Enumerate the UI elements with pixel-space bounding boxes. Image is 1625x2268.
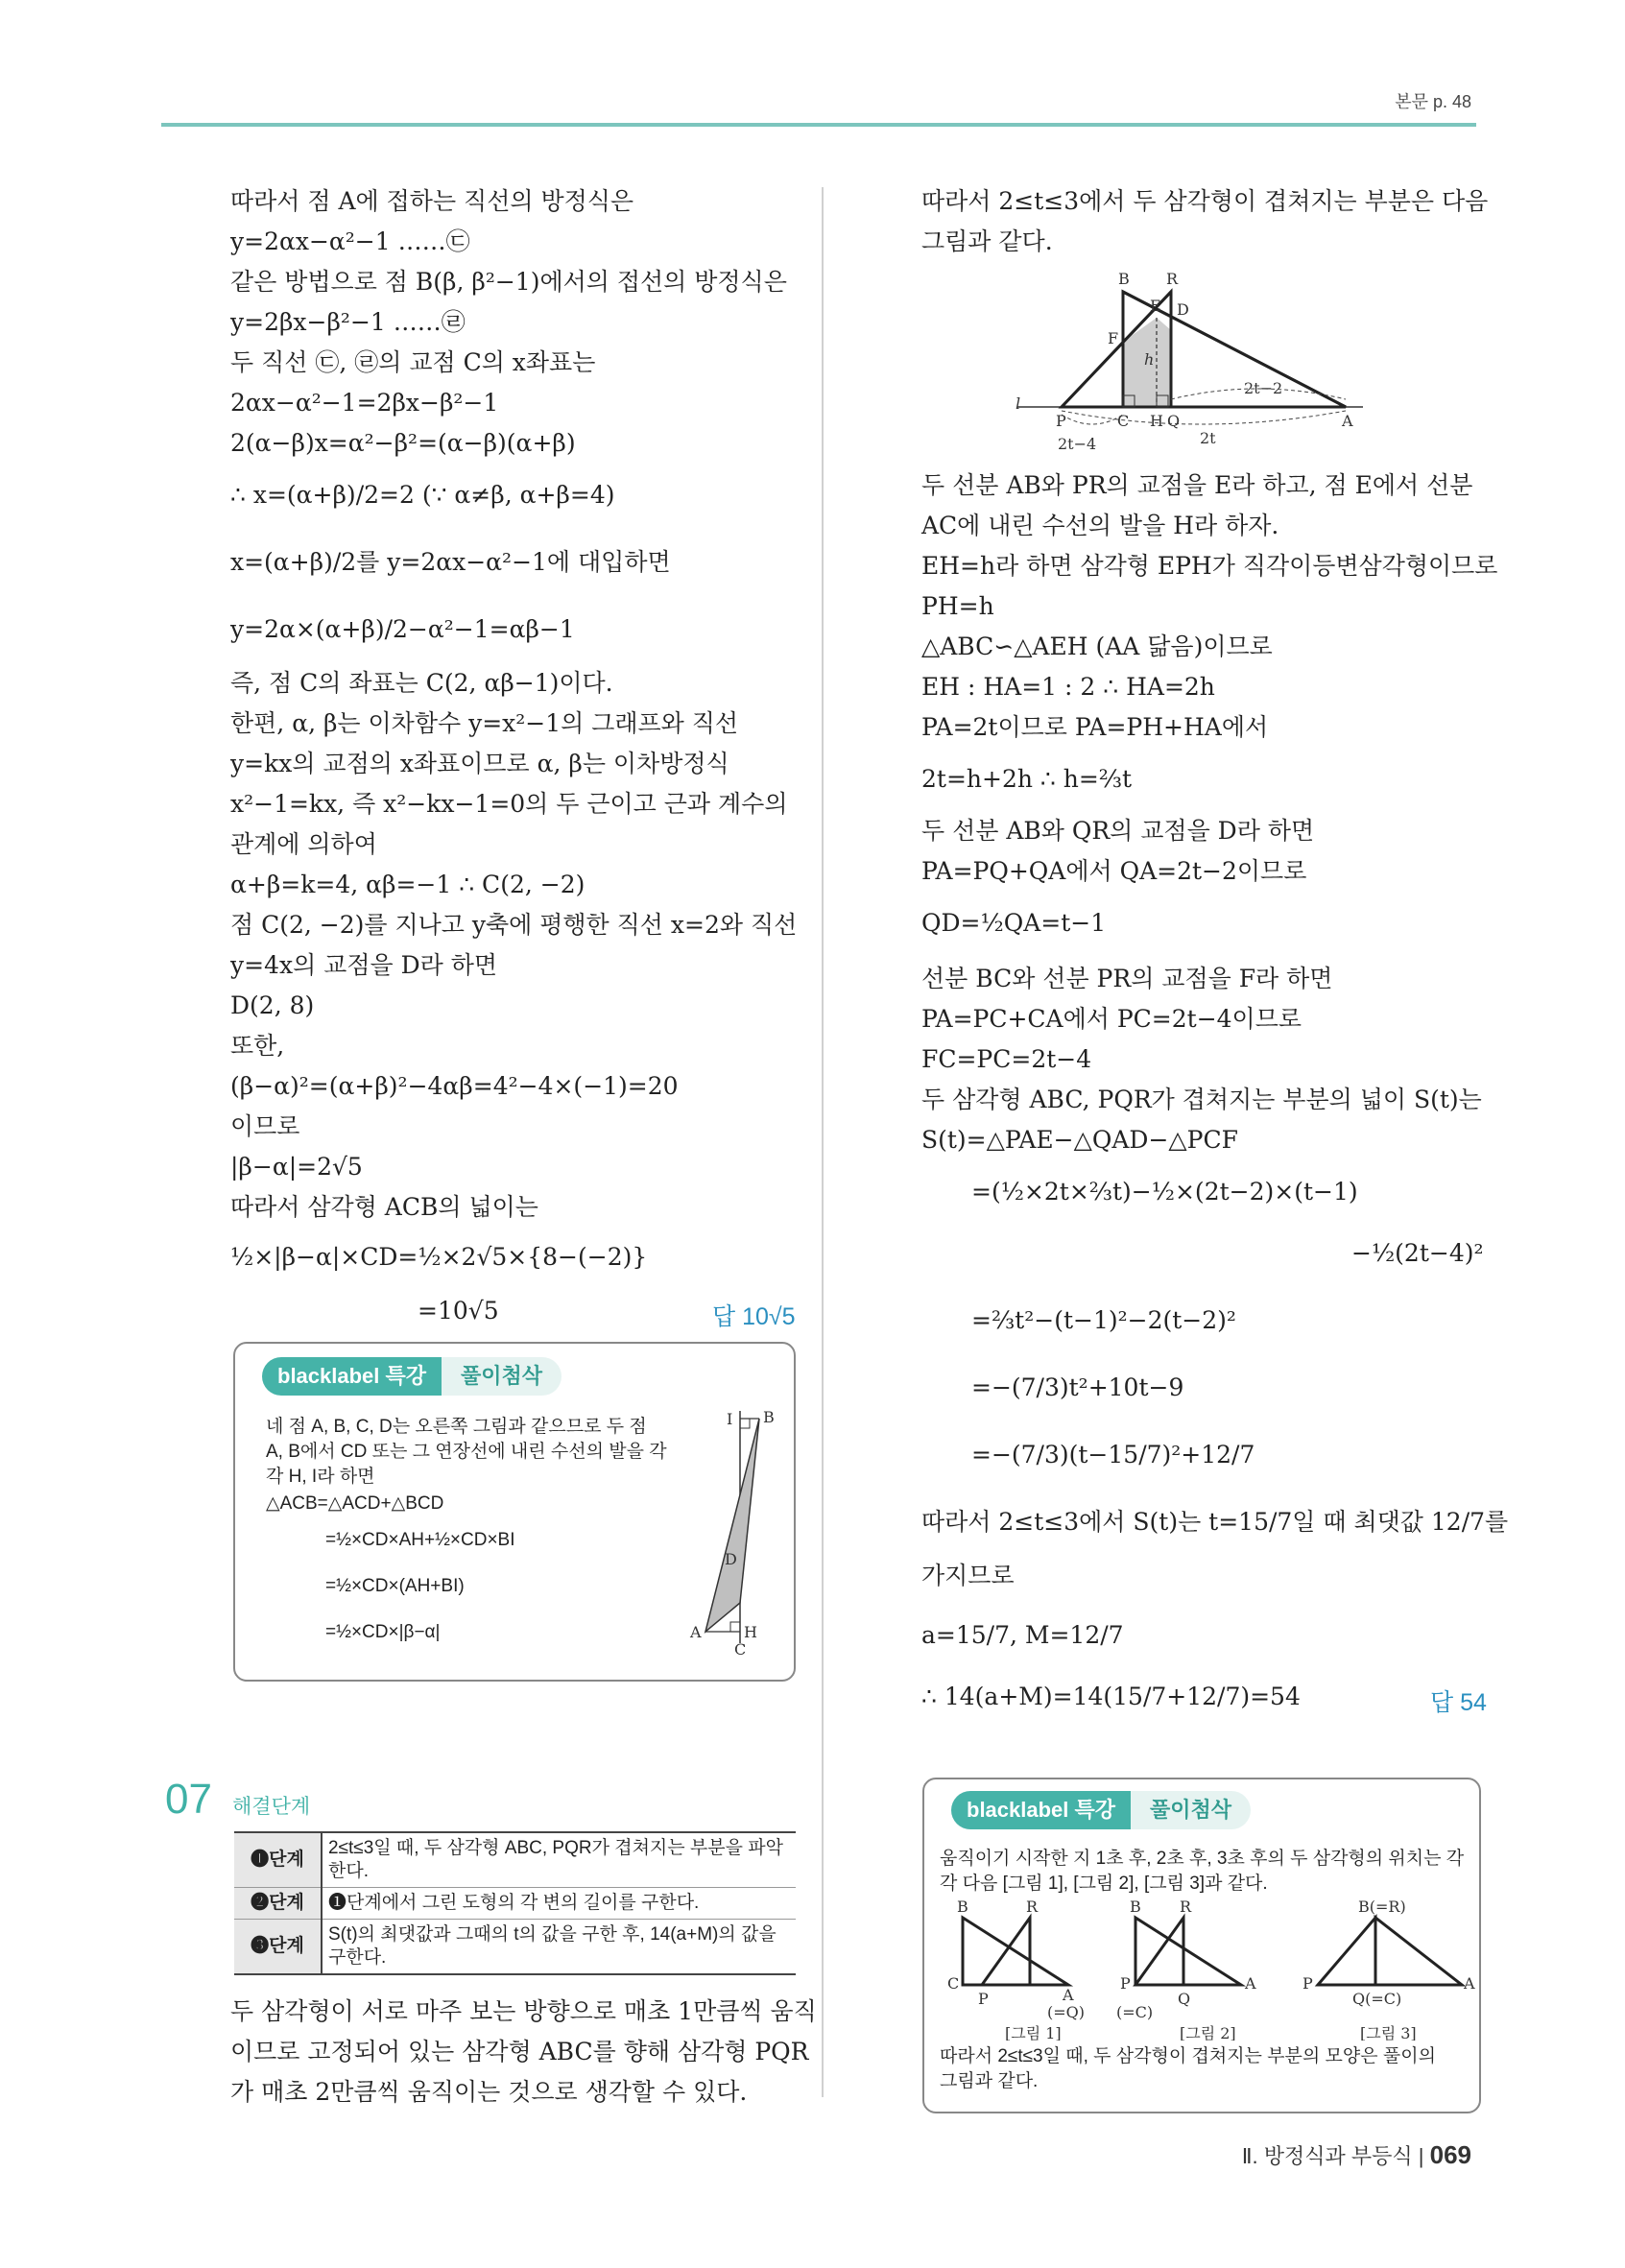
solution-line: S(t)=△PAE−△QAD−△PCF <box>921 1126 1238 1154</box>
answer-label: 답 10√5 <box>712 1303 796 1330</box>
page-number: 069 <box>1429 2140 1471 2169</box>
solution-line: 같은 방법으로 점 B(β, β²−1)에서의 접선의 방정식은 <box>230 268 787 296</box>
solution-line: 따라서 삼각형 ACB의 넓이는 <box>230 1193 538 1221</box>
step-label: ❸단계 <box>234 1920 322 1975</box>
solution-line: =−(7/3)t²+10t−9 <box>971 1373 1184 1401</box>
solution-line: x²−1=kx, 즉 x²−kx−1=0의 두 근이고 근과 계수의 <box>230 790 788 818</box>
step-text: ❶단계에서 그린 도형의 각 변의 길이를 구한다. <box>322 1888 796 1920</box>
label-P: P <box>1056 412 1066 430</box>
box-line: =½×CD×AH+½×CD×BI <box>325 1530 515 1550</box>
solution-line: a=15/7, M=12/7 <box>921 1621 1124 1649</box>
solution-line: 두 선분 AB와 QR의 교점을 D라 하면 <box>921 817 1315 845</box>
box-line: =½×CD×(AH+BI) <box>325 1576 465 1596</box>
tag-annotation: 풀이첨삭 <box>442 1357 562 1396</box>
label-P: P <box>1302 1974 1313 1993</box>
header-rule <box>161 123 1476 127</box>
tag-blacklabel: blacklabel 특강 <box>262 1357 442 1396</box>
solution-line: EH : HA=1 : 2 ∴ HA=2h <box>921 673 1215 701</box>
solution-line: PA=2t이므로 PA=PH+HA에서 <box>921 713 1269 741</box>
step-row <box>234 1888 796 1920</box>
intro-line: 따라서 2≤t≤3에서 두 삼각형이 겹쳐지는 부분은 다음 <box>921 187 1489 215</box>
label-2t-4: 2t−4 <box>1058 435 1097 453</box>
solution-line: =⅔t²−(t−1)²−2(t−2)² <box>971 1306 1236 1334</box>
closing-line: 두 삼각형이 서로 마주 보는 방향으로 매초 1만큼씩 움직 <box>230 1997 817 2025</box>
label-Q: Q <box>1178 1990 1191 2008</box>
solution-line: 2(α−β)x=α²−β²=(α−β)(α+β) <box>230 429 576 457</box>
label-I: I <box>727 1410 733 1428</box>
solution-line: 즉, 점 C의 좌표는 C(2, αβ−1)이다. <box>230 669 613 697</box>
label-B-eq-R: B(=R) <box>1358 1898 1406 1916</box>
page-reference: 본문 p. 48 <box>1395 92 1471 111</box>
solution-line: 두 삼각형 ABC, PQR가 겹쳐지는 부분의 넓이 S(t)는 <box>921 1086 1482 1113</box>
solution-line: ∴ x=(α+β)/2=2 (∵ α≠β, α+β=4) <box>230 481 615 509</box>
solution-line: AC에 내린 수선의 발을 H라 하자. <box>921 512 1279 539</box>
solution-line: =(½×2t×⅔t)−½×(2t−2)×(t−1) <box>971 1178 1358 1206</box>
label-h: h <box>1144 350 1155 369</box>
label-R: R <box>1180 1898 1192 1916</box>
overlap-figure <box>1008 265 1373 457</box>
solution-line: y=2βx−β²−1 ……㉣ <box>230 308 466 336</box>
solution-line: y=kx의 교점의 x좌표이므로 α, β는 이차방정식 <box>230 750 729 777</box>
step-row <box>234 1920 796 1975</box>
solution-line: △ABC∽△AEH (AA 닮음)이므로 <box>921 633 1273 660</box>
label-R: R <box>1026 1898 1039 1916</box>
label-A: A <box>1245 1974 1256 1993</box>
box-line: 그림과 같다. <box>940 2071 1039 2091</box>
step-label: ❷단계 <box>234 1888 322 1920</box>
problem-number: 07 <box>165 1776 212 1823</box>
label-Q: Q <box>1167 412 1181 430</box>
label-P: P <box>978 1990 989 2008</box>
label-Q-eq-C: Q(=C) <box>1352 1990 1402 2008</box>
solution-line: ½×|β−α|×CD=½×2√5×{8−(−2)} <box>230 1243 648 1271</box>
solution-line: QD=½QA=t−1 <box>921 909 1107 937</box>
label-D: D <box>1177 300 1189 319</box>
column-divider <box>822 187 824 2097</box>
blacklabel-box-right <box>922 1778 1481 2113</box>
label-E: E <box>1150 297 1161 315</box>
box-tag <box>262 1357 562 1396</box>
solution-line: x=(α+β)/2를 y=2αx−α²−1에 대입하면 <box>230 548 671 576</box>
label-l: l <box>1016 394 1021 413</box>
solution-line: =−(7/3)(t−15/7)²+12/7 <box>971 1441 1255 1468</box>
box-line: 따라서 2≤t≤3일 때, 두 삼각형이 겹쳐지는 부분의 모양은 풀이의 <box>940 2046 1436 2066</box>
step-label: ❶단계 <box>234 1832 322 1888</box>
label-C: C <box>947 1974 960 1993</box>
tag-blacklabel: blacklabel 특강 <box>951 1791 1131 1829</box>
label-B: B <box>1118 270 1130 288</box>
label-2t: 2t <box>1200 429 1216 447</box>
solution-line: α+β=k=4, αβ=−1 ∴ C(2, −2) <box>230 871 585 898</box>
solution-line: PA=PC+CA에서 PC=2t−4이므로 <box>921 1005 1302 1033</box>
solution-line: y=2αx−α²−1 ……㉢ <box>230 227 470 255</box>
steps-table <box>234 1831 796 1975</box>
solution-line: PH=h <box>921 592 994 620</box>
box-line: 움직이기 시작한 지 1초 후, 2초 후, 3초 후의 두 삼각형의 위치는 각 <box>940 1849 1465 1869</box>
caption-fig-1: [그림 1] <box>1005 2024 1062 2041</box>
closing-line: 가 매초 2만큼씩 움직이는 것으로 생각할 수 있다. <box>230 2078 748 2106</box>
label-B: B <box>957 1898 968 1916</box>
label-P: P <box>1120 1974 1131 1993</box>
solution-line: (β−α)²=(α+β)²−4αβ=4²−4×(−1)=20 <box>230 1072 679 1100</box>
page-footer <box>1242 2140 1471 2170</box>
box-line: 각 다음 [그림 1], [그림 2], [그림 3]과 같다. <box>940 1874 1268 1894</box>
label-C: C <box>1117 412 1130 430</box>
answer-label: 답 54 <box>1430 1689 1487 1716</box>
box-line: A, B에서 CD 또는 그 연장선에 내린 수선의 발을 각 <box>266 1442 667 1462</box>
tag-annotation: 풀이첨삭 <box>1131 1791 1251 1829</box>
caption-fig-3: [그림 3] <box>1360 2024 1417 2041</box>
chapter-title: Ⅱ. 방정식과 부등식 <box>1241 2144 1413 2168</box>
label-R: R <box>1166 270 1179 288</box>
step-text: S(t)의 최댓값과 그때의 t의 값을 구한 후, 14(a+M)의 값을 구한다. <box>322 1920 796 1975</box>
label-D: D <box>725 1550 737 1568</box>
step-text: 2≤t≤3일 때, 두 삼각형 ABC, PQR가 겹쳐지는 부분을 파악한다. <box>322 1832 796 1888</box>
label-C: C <box>734 1640 747 1659</box>
solution-line: 따라서 2≤t≤3에서 S(t)는 t=15/7일 때 최댓값 12/7를 <box>921 1508 1509 1536</box>
label-eq-C: (=C) <box>1116 2003 1154 2021</box>
box-line: △ACB=△ACD+△BCD <box>266 1493 444 1514</box>
solution-line: 관계에 의하여 <box>230 830 377 858</box>
solution-line: 2t=h+2h ∴ h=⅔t <box>921 765 1133 793</box>
caption-fig-2: [그림 2] <box>1180 2024 1236 2041</box>
figure-3 <box>1299 1897 1476 2041</box>
label-H: H <box>744 1623 757 1641</box>
solution-line: 가지므로 <box>921 1562 1015 1589</box>
solution-line: 이므로 <box>230 1112 300 1140</box>
figure-2 <box>1116 1897 1289 2041</box>
solution-line: 선분 BC와 선분 PR의 교점을 F라 하면 <box>921 965 1333 992</box>
closing-line: 이므로 고정되어 있는 삼각형 ABC를 향해 삼각형 PQR <box>230 2038 809 2065</box>
solution-line: 또한, <box>230 1032 285 1060</box>
label-H: H <box>1150 412 1163 430</box>
steps-title: 해결단계 <box>232 1796 311 1818</box>
solution-line: 두 직선 ㉢, ㉣의 교점 C의 x좌표는 <box>230 348 596 376</box>
step-row <box>234 1832 796 1888</box>
solution-line: FC=PC=2t−4 <box>921 1045 1092 1073</box>
label-A: A <box>690 1623 702 1641</box>
footer-separator: | <box>1418 2144 1430 2168</box>
label-F: F <box>1108 329 1119 347</box>
box-tag <box>951 1791 1251 1829</box>
solution-line: 두 선분 AB와 PR의 교점을 E라 하고, 점 E에서 선분 <box>921 471 1473 499</box>
label-eq-Q: (=Q) <box>1047 2003 1086 2021</box>
solution-line: PA=PQ+QA에서 QA=2t−2이므로 <box>921 857 1307 885</box>
solution-line: −½(2t−4)² <box>1351 1239 1484 1267</box>
solution-line: y=2α×(α+β)/2−α²−1=αβ−1 <box>230 615 575 643</box>
solution-line: 점 C(2, −2)를 지나고 y축에 평행한 직선 x=2와 직선 <box>230 911 798 939</box>
label-A: A <box>1063 1986 1074 2004</box>
figure-1 <box>934 1897 1097 2041</box>
label-2t-2: 2t−2 <box>1244 379 1283 397</box>
solution-line: |β−α|=2√5 <box>230 1153 363 1181</box>
solution-line: 따라서 점 A에 접하는 직선의 방정식은 <box>230 187 634 215</box>
box-line: 네 점 A, B, C, D는 오른쪽 그림과 같으므로 두 점 <box>266 1417 647 1437</box>
solution-line: EH=h라 하면 삼각형 EPH가 직각이등변삼각형이므로 <box>921 552 1498 580</box>
label-A: A <box>1464 1974 1475 1993</box>
solution-line: =10√5 <box>418 1297 499 1325</box>
label-A: A <box>1342 412 1353 430</box>
solution-line: y=4x의 교점을 D라 하면 <box>230 951 498 979</box>
solution-line: ∴ 14(a+M)=14(15/7+12/7)=54 <box>921 1683 1301 1710</box>
label-B: B <box>1130 1898 1141 1916</box>
box-line: =½×CD×|β−α| <box>325 1622 441 1642</box>
triangle-acb-figure <box>677 1392 782 1670</box>
blacklabel-box-left <box>233 1342 796 1682</box>
solution-line: D(2, 8) <box>230 991 315 1019</box>
label-B: B <box>763 1408 775 1426</box>
intro-line: 그림과 같다. <box>921 227 1053 255</box>
solution-line: 한편, α, β는 이차함수 y=x²−1의 그래프와 직선 <box>230 709 739 737</box>
solution-line: 2αx−α²−1=2βx−β²−1 <box>230 389 499 417</box>
box-line: 각 H, I라 하면 <box>266 1467 375 1487</box>
